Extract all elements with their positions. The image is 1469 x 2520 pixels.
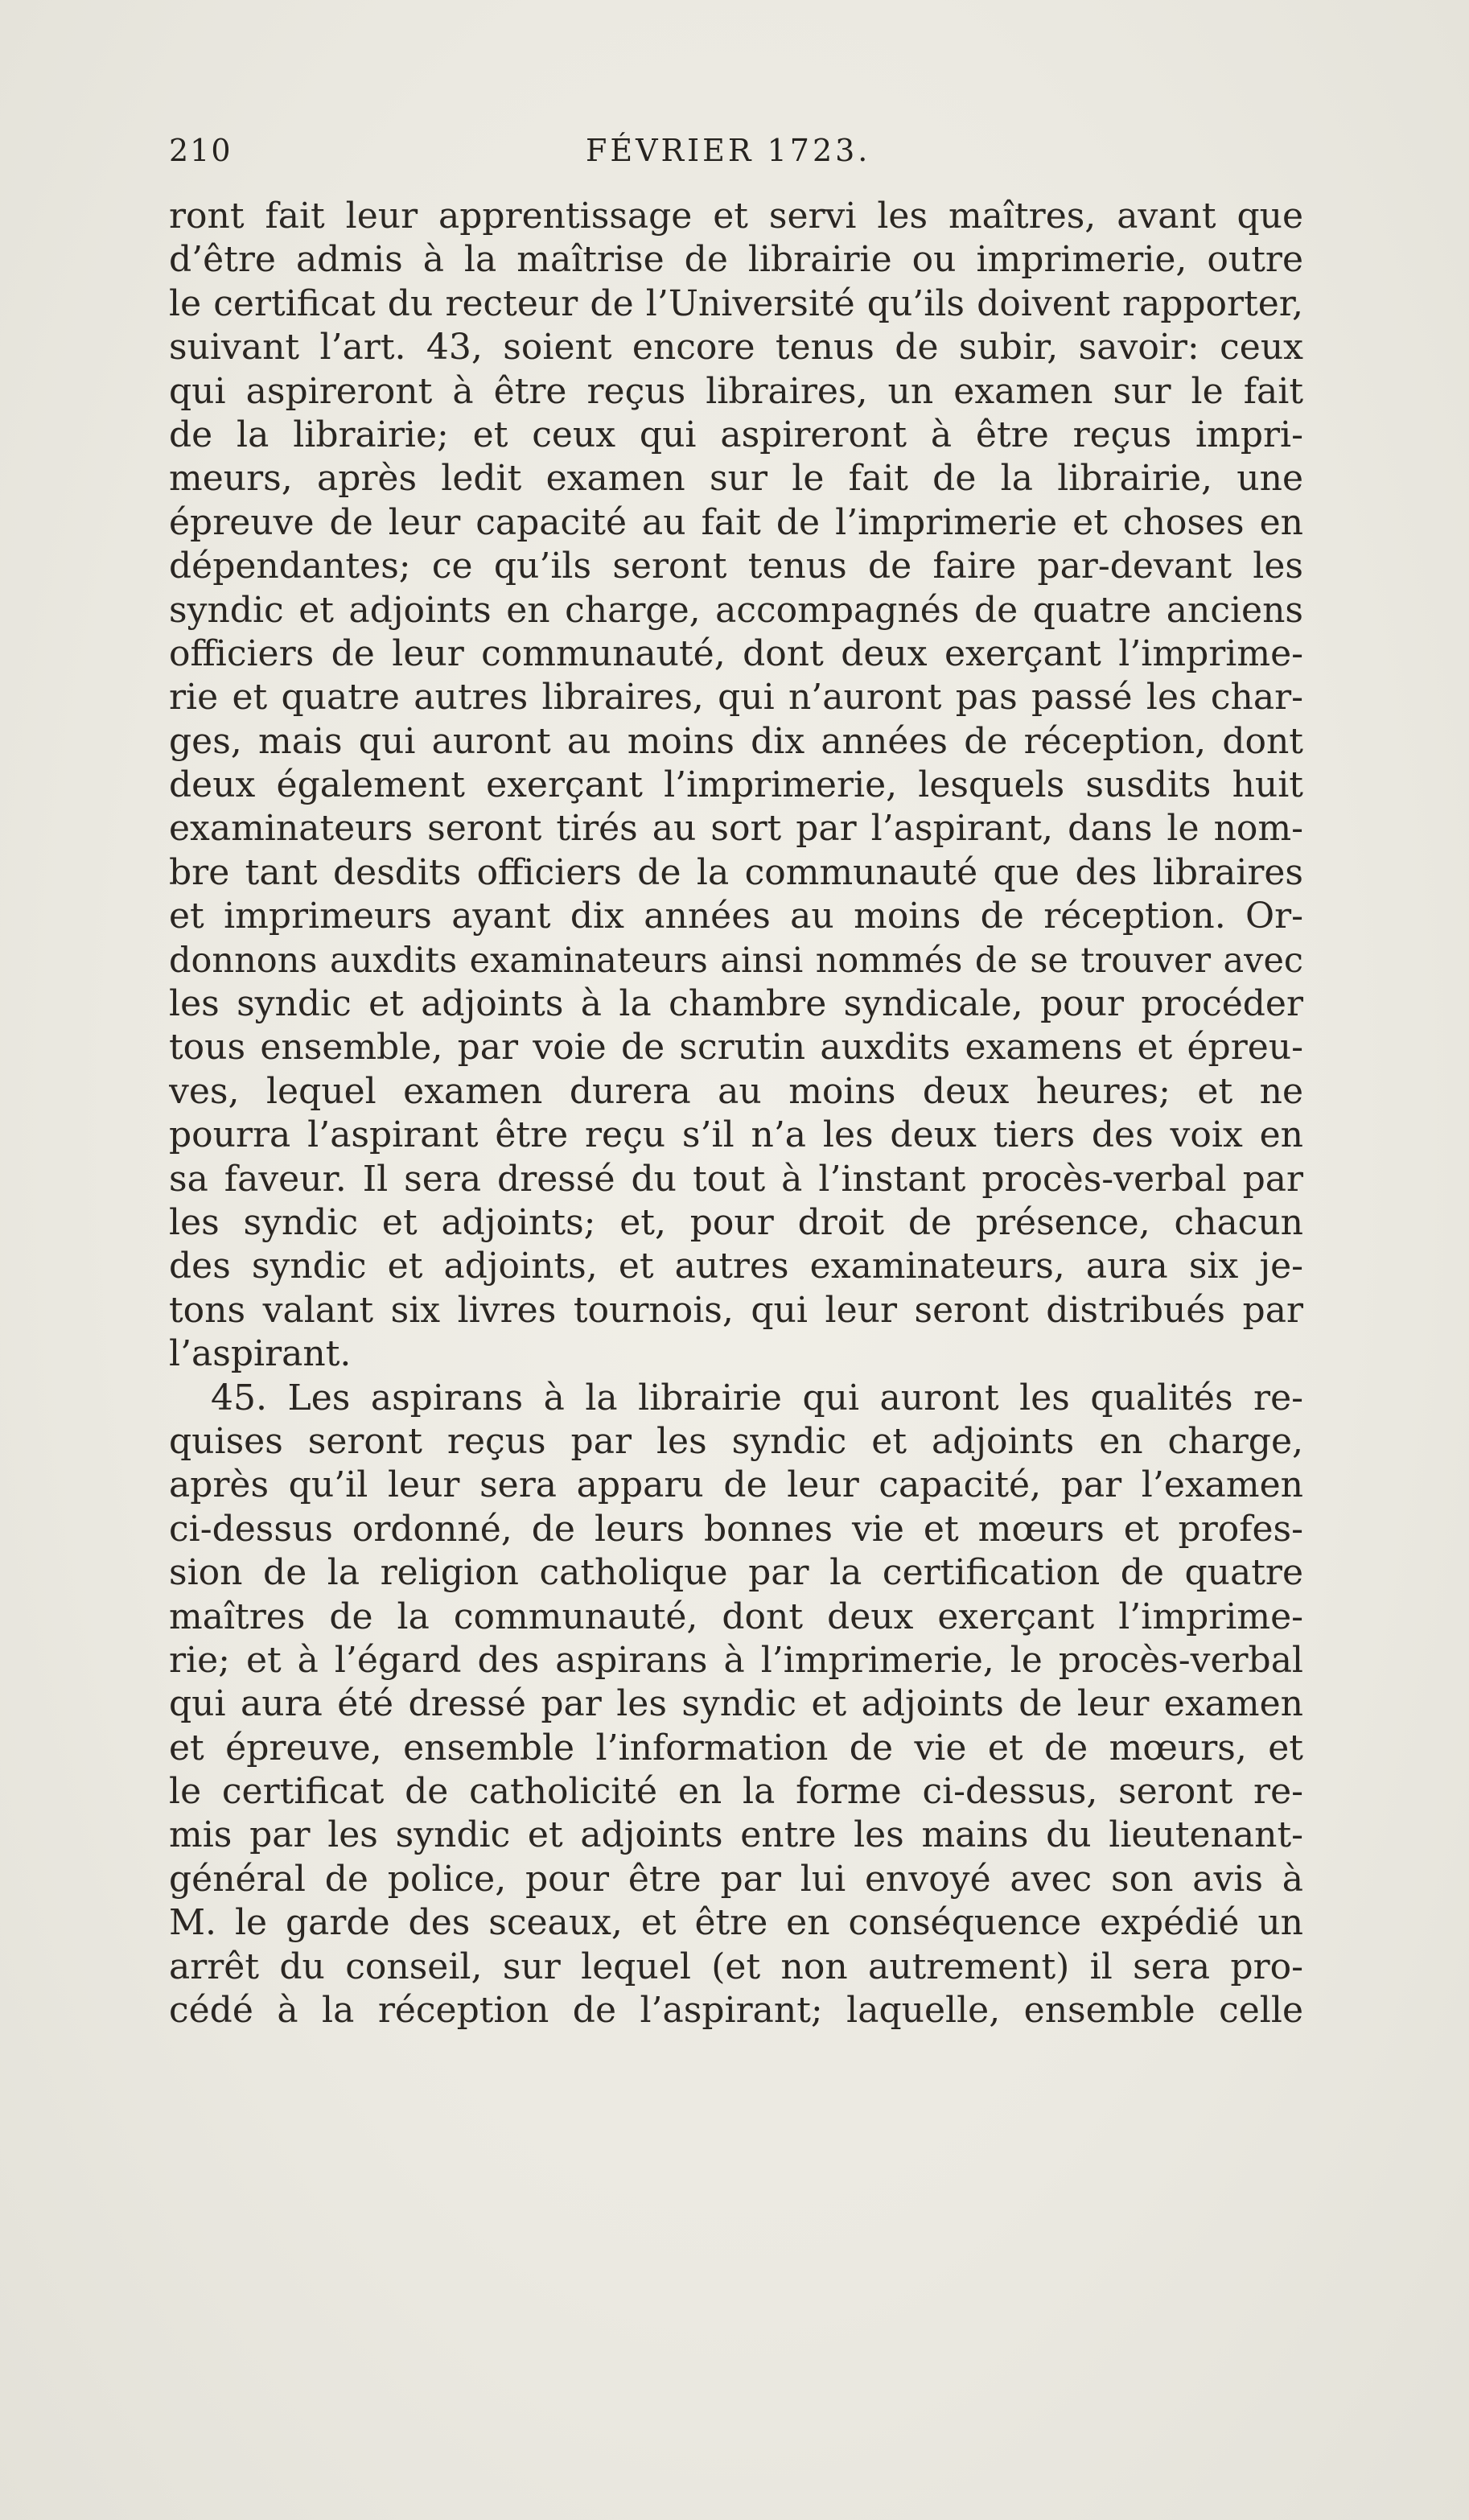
text-line: les syndic et adjoints; et, pour droit de présence, chacun — [169, 1201, 1303, 1243]
running-head: FÉVRIER 1723. — [586, 133, 871, 168]
text-line: deux également exerçant l’imprimerie, lesquels susdits huit — [169, 764, 1303, 806]
text-line: ges, mais qui auront au moins dix années de réception, dont — [169, 720, 1303, 762]
text-line: et épreuve, ensemble l’information de vie et de mœurs, et — [169, 1727, 1303, 1769]
text-line: les syndic et adjoints à la chambre syndicale, pour procéder — [169, 983, 1303, 1025]
text-line: bre tant desdits officiers de la communauté que des libraires — [169, 851, 1303, 893]
text-line: d’être admis à la maîtrise de librairie ou imprimerie, outre — [169, 239, 1303, 281]
text-line: ci-dessus ordonné, de leurs bonnes vie et mœurs et profes- — [169, 1508, 1303, 1550]
text-line: de la librairie; et ceux qui aspireront à être reçus impri- — [169, 414, 1303, 455]
text-line: rie et quatre autres libraires, qui n’auront pas passé les char- — [169, 677, 1303, 719]
text-line: quises seront reçus par les syndic et adjoints en charge, — [169, 1420, 1303, 1462]
text-line: général de police, pour être par lui envoyé avec son avis à — [169, 1858, 1303, 1900]
text-line: ves, lequel examen durera au moins deux heures; et ne — [169, 1070, 1303, 1112]
text-line: suivant l’art. 43, soient encore tenus de subir, savoir: ceux — [169, 327, 1303, 369]
text-line: cédé à la réception de l’aspirant; laquelle, ensemble celle — [169, 1990, 1303, 2032]
text-line: qui aura été dressé par les syndic et adjoints de leur examen — [169, 1683, 1303, 1725]
text-line: tous ensemble, par voie de scrutin auxdits examens et épreu- — [169, 1027, 1303, 1069]
text-line: syndic et adjoints en charge, accompagnés de quatre anciens — [169, 589, 1303, 631]
text-line: tons valant six livres tournois, qui leur seront distribués par — [169, 1289, 1303, 1331]
text-line: ront fait leur apprentissage et servi les maîtres, avant que — [169, 196, 1303, 237]
text-line: le certificat de catholicité en la forme ci-dessus, seront re- — [169, 1771, 1303, 1813]
text-line: et imprimeurs ayant dix années au moins de réception. Or- — [169, 896, 1303, 937]
text-line: sion de la religion catholique par la certification de quatre — [169, 1552, 1303, 1594]
text-line: meurs, après ledit examen sur le fait de la librairie, une — [169, 458, 1303, 500]
page-header — [169, 133, 1303, 181]
text-line: mis par les syndic et adjoints entre les mains du lieutenant- — [169, 1814, 1303, 1856]
text-line: des syndic et adjoints, et autres examinateurs, aura six je- — [169, 1246, 1303, 1287]
text-line: M. le garde des sceaux, et être en conséquence expédié un — [169, 1902, 1303, 1944]
text-line: maîtres de la communauté, dont deux exerçant l’imprime- — [169, 1596, 1303, 1637]
text-line: officiers de leur communauté, dont deux exerçant l’imprime- — [169, 632, 1303, 674]
page-number: 210 — [169, 133, 232, 168]
text-line: après qu’il leur sera apparu de leur capacité, par l’examen — [169, 1464, 1303, 1506]
text-line: dépendantes; ce qu’ils seront tenus de faire par-devant les — [169, 546, 1303, 587]
text-line: rie; et à l’égard des aspirans à l’imprimerie, le procès-verbal — [169, 1639, 1303, 1681]
paragraph-end-line: l’aspirant. — [169, 1333, 352, 1375]
text-line: qui aspireront à être reçus libraires, un examen sur le fait — [169, 370, 1303, 412]
text-line: examinateurs seront tirés au sort par l’aspirant, dans le nom- — [169, 808, 1303, 850]
paragraph-start-line: 45. Les aspirans à la librairie qui auront les qualités re- — [211, 1377, 1303, 1419]
text-line: pourra l’aspirant être reçu s’il n’a les deux tiers des voix en — [169, 1114, 1303, 1156]
text-line: arrêt du conseil, sur lequel (et non autrement) il sera pro- — [169, 1946, 1303, 1987]
text-line: sa faveur. Il sera dressé du tout à l’instant procès-verbal par — [169, 1158, 1303, 1200]
body-text — [169, 195, 1303, 2032]
text-line: épreuve de leur capacité au fait de l’imprimerie et choses en — [169, 501, 1303, 543]
text-line: le certificat du recteur de l’Université qu’ils doivent rapporter, — [169, 282, 1303, 324]
text-line: donnons auxdits examinateurs ainsi nommés de se trouver avec — [169, 940, 1303, 981]
